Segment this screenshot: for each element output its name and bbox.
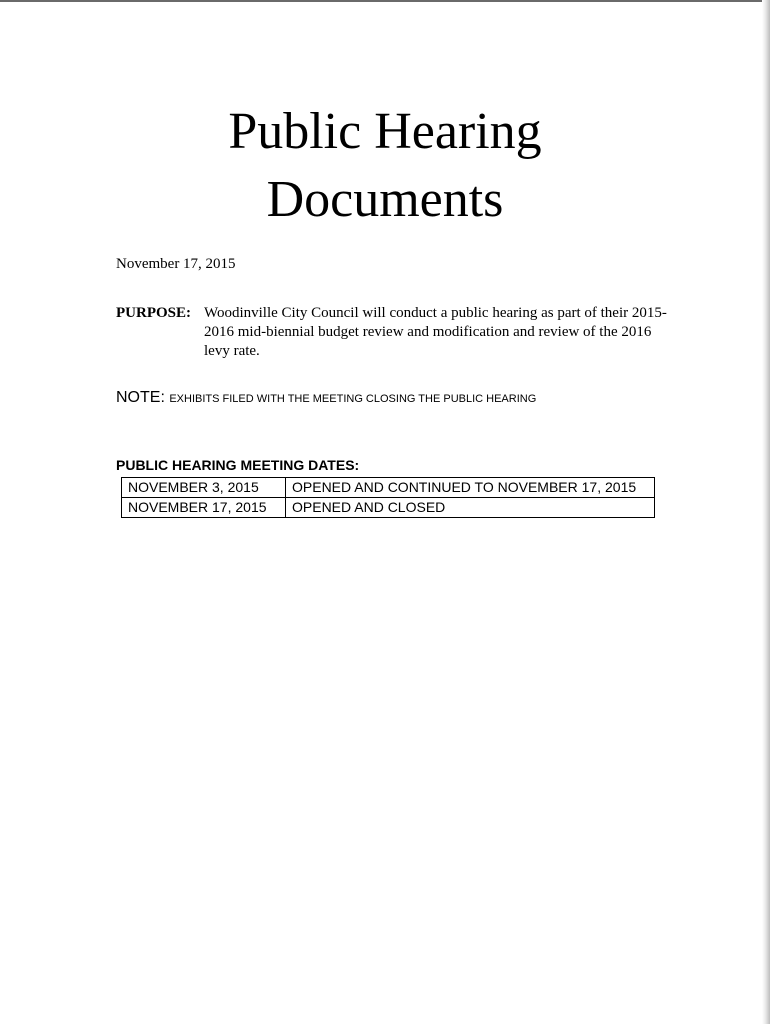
meeting-dates-table [121,477,655,518]
meeting-dates-heading: PUBLIC HEARING MEETING DATES: [116,457,360,473]
meeting-status-cell: OPENED AND CONTINUED TO NOVEMBER 17, 2015 [286,478,655,498]
page-title [0,98,770,234]
table-row [122,478,655,498]
note-label: NOTE: [116,389,165,406]
purpose-label: PURPOSE: [116,305,191,321]
purpose-text: Woodinville City Council will conduct a public hearing as part of their 2015-2016 mid-biennial budget review and modification and review of the 2016 levy rate. [204,305,667,359]
document-date: November 17, 2015 [116,256,236,272]
top-border-line [0,0,764,2]
title-line-1: Public Hearing [228,103,542,160]
note-text: EXHIBITS FILED WITH THE MEETING CLOSING THE PUBLIC HEARING [169,393,537,405]
meeting-status-cell: OPENED AND CLOSED [286,498,655,518]
note-section [116,389,536,407]
table-row [122,498,655,518]
meeting-date-cell: NOVEMBER 17, 2015 [122,498,286,518]
title-line-2: Documents [266,171,504,228]
meeting-date-cell: NOVEMBER 3, 2015 [122,478,286,498]
